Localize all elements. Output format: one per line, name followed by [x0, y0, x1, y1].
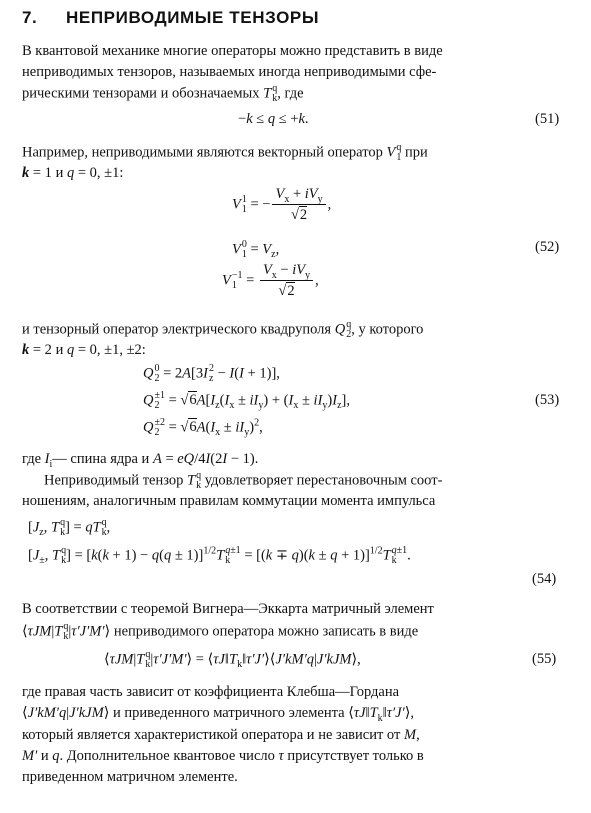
paragraph-6-line-1: В соответствии с теоремой Вигнера—Эккарта матричный элемент [22, 601, 434, 617]
equation-52-line-3: V −1 1 = $\frac{V_x - iV_y}{√2}$ , [222, 262, 319, 299]
paragraph-3-line-1: и тензорный оператор электрического квадруполя Q q 2 , у которого [22, 319, 424, 340]
paragraph-7-line-3: который является характеристикой оператора и не зависит от M, [22, 727, 420, 743]
equation-number-51: (51) [535, 111, 560, 127]
paragraph-2-line-2: k = 1 и q = 0, ±1: [22, 165, 124, 181]
paragraph-7-line-5: приведенном матричном элементе. [22, 769, 238, 785]
equation-52-line-1: V 1 1 = − $\frac{V_x + iV_y}{√2}$ , [232, 186, 332, 223]
equation-53-line-3: Q ±2 2 = $√6A(I_x \pm iI_y)^2$, [143, 417, 263, 439]
equation-55: ⟨τJM|T q k |τ′J′M′⟩ = $⟨\tau J‖T_k‖\tau'J'⟩⟨J'kM'q|J'kJM⟩$, [104, 649, 361, 671]
paragraph-5-line-2: ношениям, аналогичным правилам коммутации момента импульса [22, 493, 436, 509]
paragraph-2-line-1: Например, неприводимыми являются векторный оператор V q 1 при [22, 142, 428, 163]
paragraph-5-line-1: Неприводимый тензор T q k удовлетворяет перестановочным соот- [44, 470, 443, 491]
paragraph-4-line-1: где $I_i—$ спина ядра и A = eQ/4I(2I − 1). [22, 451, 259, 470]
paragraph-7-line-2: ⟨J′kM′q|J′kJM⟩ и приведенного матричного элемента $⟨\tau J‖T_k‖\tau'J'⟩$, [22, 705, 415, 724]
equation-52-line-2: V 0 1 = $V_z$, [232, 239, 280, 261]
section-title: НЕПРИВОДИМЫЕ ТЕНЗОРЫ [66, 8, 320, 27]
paragraph-1-line-1: В квантовой механике многие операторы можно представить в виде [22, 43, 443, 59]
paragraph-7-line-1: где правая часть зависит от коэффициента Клебша—Гордана [22, 684, 400, 700]
paragraph-3-line-2: k = 2 и q = 0, ±1, ±2: [22, 342, 146, 358]
section-heading [22, 9, 319, 27]
paragraph-6-line-2: ⟨τJM|T q k |τ′J′M′⟩ неприводимого оператора можно записать в виде [22, 621, 419, 642]
equation-number-53: (53) [535, 392, 560, 408]
equation-number-55: (55) [532, 651, 557, 667]
paragraph-1-line-2: неприводимых тензоров, называемых иногда неприводимыми сфе- [22, 64, 437, 80]
section-number: 7. [22, 8, 38, 27]
equation-53-line-2: Q ±1 2 = $√6A[I_z(I_x \pm iI_y) + (I_x \pm iI_y)I_z]$, [143, 390, 351, 412]
equation-54-line-2: [$J_\pm$, T q k ] = $[k(k + 1) - q(q \pm 1)]^{1/2}T$ q±1 k = $[(k \mp q)(k \pm q + 1)]^{1/2}T$ q±1 k . [28, 545, 411, 567]
equation-53-line-1: Q 0 2 = 2A[3I 2 z − I(I + 1)], [143, 363, 280, 384]
paragraph-1-line-3: рическими тензорами и обозначаемых T q k , где [22, 83, 304, 104]
equation-51: −k ≤ q ≤ +k. [238, 111, 309, 127]
equation-number-54: (54) [532, 571, 557, 587]
equation-number-52: (52) [535, 239, 560, 255]
paragraph-7-line-4: M′ и q. Дополнительное квантовое число τ присутствует только в [22, 748, 424, 764]
equation-54-line-1: [$J_z$, T q k ] = qT q k , [28, 517, 111, 539]
